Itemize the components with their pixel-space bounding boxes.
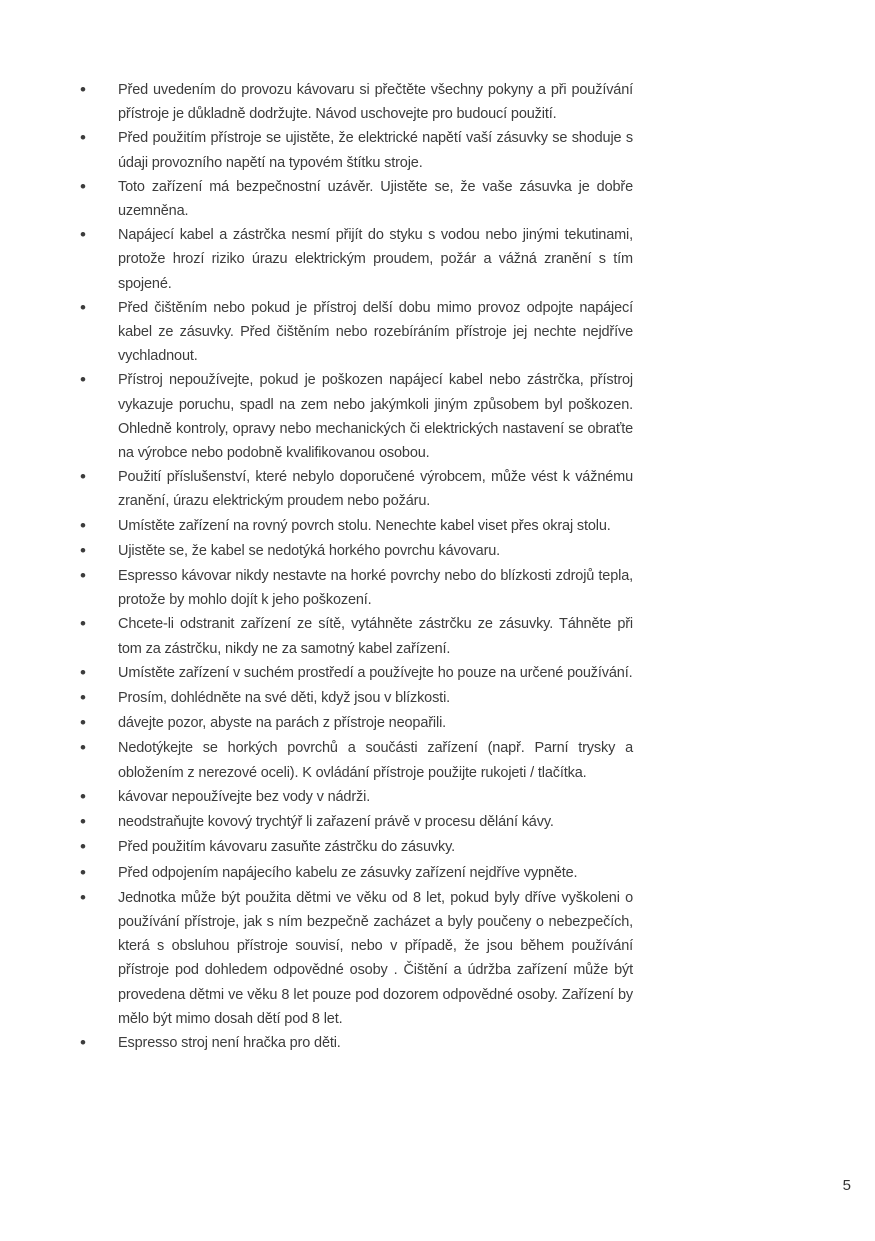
bullet-icon — [80, 785, 118, 810]
bullet-text: Před použitím kávovaru zasuňte zástrčku do zásuvky. — [118, 839, 456, 856]
bullet-text: Přístroj nepoužívejte, pokud je poškozen napájecí kabel nebo zástrčka, přístroj vykazuje poruchu, spadl na zem nebo jakýmkoli jiným způsobem byl poškozen. Ohledně kontroly, opravy nebo mechanických či elektrických nastavení se obraťte na výrobce nebo podobně kvalifikovanou osobou. — [118, 372, 633, 462]
list-item — [80, 736, 633, 784]
bullet-icon — [80, 661, 118, 686]
bullet-icon — [80, 465, 118, 490]
bullet-text: Chcete-li odstranit zařízení ze sítě, vytáhněte zástrčku ze zásuvky. Táhněte při tom za zástrčku, nikdy ne za samotný kabel zařízení. — [118, 616, 633, 657]
bullet-text: Před uvedením do provozu kávovaru si přečtěte všechny pokyny a při používání přístroje je důkladně dodržujte. Návod uschovejte pro budoucí použití. — [118, 82, 633, 123]
list-item — [80, 711, 633, 736]
bullet-icon — [80, 861, 118, 886]
bullet-text: Nedotýkejte se horkých povrchů a součásti zařízení (např. Parní trysky a obložením z nerezové oceli). K ovládání přístroje použijte rukojeti / tlačítka. — [118, 740, 633, 781]
list-item — [80, 861, 633, 886]
bullet-icon — [80, 736, 118, 761]
bullet-icon — [80, 539, 118, 564]
list-item — [80, 539, 633, 564]
list-item — [80, 126, 633, 174]
list-item — [80, 368, 633, 465]
list-item — [80, 686, 633, 711]
bullet-text: Espresso kávovar nikdy nestavte na horké povrchy nebo do blízkosti zdrojů tepla, protože by mohlo dojít k jeho poškození. — [118, 568, 633, 609]
bullet-icon — [80, 223, 118, 248]
list-item — [80, 886, 633, 1031]
list-item — [80, 612, 633, 660]
bullet-icon — [80, 78, 118, 103]
list-item — [80, 465, 633, 513]
list-item — [80, 78, 633, 126]
bullet-text: Umístěte zařízení na rovný povrch stolu. Nenechte kabel viset přes okraj stolu. — [118, 517, 611, 534]
list-item — [80, 785, 633, 810]
bullet-text: Umístěte zařízení v suchém prostředí a používejte ho pouze na určené používání. — [118, 664, 633, 681]
bullet-text: Toto zařízení má bezpečnostní uzávěr. Ujistěte se, že vaše zásuvka je dobře uzemněna. — [118, 178, 633, 220]
bullet-icon — [80, 564, 118, 589]
bullet-icon — [80, 711, 118, 736]
bullet-icon — [80, 612, 118, 637]
bullet-text: Espresso stroj není hračka pro děti. — [118, 1034, 341, 1051]
list-item — [80, 564, 633, 612]
bullet-icon — [80, 835, 118, 860]
bullet-text: Před čištěním nebo pokud je přístroj delší dobu mimo provoz odpojte napájecí kabel ze zásuvky. Před čištěním nebo rozebíráním přístroje jej nechte nejdříve vychladnout. — [118, 299, 633, 365]
bullet-icon — [80, 514, 118, 539]
bullet-text: dávejte pozor, abyste na parách z přístroje neopařili. — [118, 715, 447, 732]
list-item — [80, 514, 633, 539]
bullet-text: Použití příslušenství, které nebylo doporučené výrobcem, může vést k vážnému zranění, úrazu elektrickým proudem nebo požáru. — [118, 469, 633, 510]
list-item — [80, 175, 633, 223]
list-item — [80, 661, 633, 686]
list-item — [80, 835, 633, 860]
bullet-text: Před odpojením napájecího kabelu ze zásuvky zařízení nejdříve vypněte. — [118, 864, 578, 881]
bullet-text: Před použitím přístroje se ujistěte, že elektrické napětí vaší zásuvky se shoduje s údaji provozního napětí na typovém štítku stroje. — [118, 130, 633, 171]
bullet-icon — [80, 126, 118, 151]
bullet-text: kávovar nepoužívejte bez vody v nádrži. — [118, 788, 371, 805]
bullet-icon — [80, 686, 118, 711]
bullet-icon — [80, 296, 118, 321]
bullet-text: neodstraňujte kovový trychtýř li zařazení právě v procesu dělání kávy. — [118, 814, 554, 831]
list-item — [80, 810, 633, 835]
bullet-text: Ujistěte se, že kabel se nedotýká horkého povrchu kávovaru. — [118, 542, 501, 559]
list-item — [80, 1031, 633, 1056]
bullet-list — [80, 78, 633, 1056]
bullet-icon — [80, 810, 118, 835]
bullet-icon — [80, 886, 118, 911]
page-number: 5 — [842, 1177, 851, 1194]
bullet-icon — [80, 368, 118, 393]
bullet-text: Prosím, dohlédněte na své děti, když jsou v blízkosti. — [118, 690, 451, 707]
list-item — [80, 296, 633, 369]
bullet-text: Napájecí kabel a zástrčka nesmí přijít do styku s vodou nebo jinými tekutinami, protože hrozí riziko úrazu elektrickým proudem, požár a vážná zranění s tím spojené. — [118, 227, 633, 292]
list-item — [80, 223, 633, 296]
bullet-icon — [80, 175, 118, 200]
bullet-text: Jednotka může být použita dětmi ve věku od 8 let, pokud byly dříve vyškoleni o používání přístroje, jak s ním bezpečně zacházet a byly poučeny o nebezpečích, která s obsluhou přístroje souvisí, nebo v případě, že jsou během používání přístroje pod dohledem odpovědné osoby . Čištění a údržba zařízení může být provedena dětmi ve věku 8 let pouze pod dozorem odpovědné osoby. Zařízení by mělo být mimo dosah dětí pod 8 let. — [118, 889, 633, 1027]
bullet-icon — [80, 1031, 118, 1056]
